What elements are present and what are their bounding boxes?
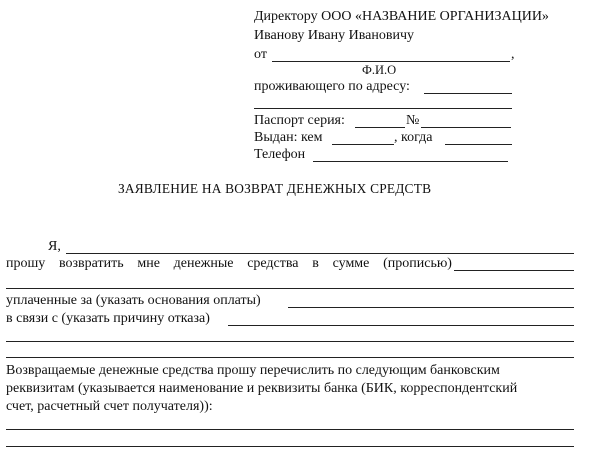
request-word: сумме [332, 256, 370, 271]
request-word: прошу [6, 256, 46, 271]
bank-details-text-line-2: реквизитам (указывается наименование и реквизиты банка (БИК, корреспондентский [6, 381, 518, 396]
director-name: Иванову Ивану Ивановичу [254, 28, 415, 43]
from-comma: , [511, 47, 515, 62]
from-label: от [254, 47, 267, 62]
request-word: мне [137, 256, 160, 271]
bank-details-text-line-1: Возвращаемые денежные средства прошу перечислить по следующим банковским [6, 363, 500, 378]
issued-by-blank[interactable] [332, 144, 394, 145]
paid-for-blank[interactable] [288, 307, 574, 308]
bank-details-blank-2[interactable] [6, 446, 574, 447]
address-label: проживающего по адресу: [254, 79, 410, 94]
issued-when-label: , когда [394, 130, 433, 145]
reason-blank-2[interactable] [6, 341, 574, 342]
passport-series-blank[interactable] [355, 127, 405, 128]
request-word: денежные [173, 256, 234, 271]
request-word: возвратить [59, 256, 124, 271]
passport-series-label: Паспорт серия: [254, 113, 345, 128]
request-sum-line [6, 256, 452, 272]
i-label: Я, [48, 239, 61, 254]
passport-number-sign: № [406, 113, 420, 128]
applicant-name-blank[interactable] [66, 253, 574, 254]
address-blank-2[interactable] [254, 108, 512, 109]
addressee-line: Директору ООО «НАЗВАНИЕ ОРГАНИЗАЦИИ» [254, 9, 549, 24]
sum-continuation-blank[interactable] [6, 288, 574, 289]
bank-details-text-line-3: счет, расчетный счет получателя)): [6, 399, 213, 414]
request-word: (прописью) [383, 256, 452, 271]
request-word: средства [247, 256, 299, 271]
phone-label: Телефон [254, 147, 306, 162]
reason-label: в связи с (указать причину отказа) [6, 311, 210, 326]
sum-in-words-blank[interactable] [454, 270, 574, 271]
paid-for-label: уплаченные за (указать основания оплаты) [6, 293, 261, 308]
reason-blank-3[interactable] [6, 357, 574, 358]
issued-by-label: Выдан: кем [254, 130, 323, 145]
passport-number-blank[interactable] [421, 127, 511, 128]
reason-blank-1[interactable] [228, 325, 574, 326]
bank-details-blank-1[interactable] [6, 429, 574, 430]
fio-caption: Ф.И.О [362, 63, 397, 77]
phone-blank[interactable] [313, 161, 508, 162]
document-title: ЗАЯВЛЕНИЕ НА ВОЗВРАТ ДЕНЕЖНЫХ СРЕДСТВ [118, 181, 432, 196]
request-word: в [312, 256, 319, 271]
address-blank-1[interactable] [424, 93, 512, 94]
issued-when-blank[interactable] [445, 144, 512, 145]
